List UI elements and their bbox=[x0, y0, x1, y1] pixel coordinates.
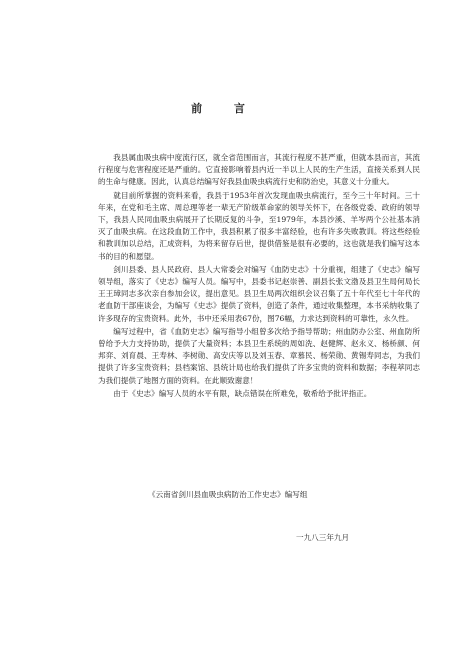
publication-date: 一九八三年九月 bbox=[296, 533, 350, 542]
paragraph-1: 我县属血吸虫病中度流行区，就全省范围而言，其流行程度不甚严重，但就本县而言，其流行程度与危害程度还是严重的。它直接影响着县内近一半以上人民的生产生活，直接关系到人民的生命与健康。因此，认真总结编写好我县血吸虫病流行史和防治史，其意义十分重大。 bbox=[98, 153, 420, 187]
paragraph-5: 由于《史志》编写人员的水平有限，缺点错误在所难免，敬希给予批评指正。 bbox=[113, 388, 372, 398]
preface-body bbox=[98, 152, 420, 401]
editorial-group: 《云南省剑川县血吸虫病防治工作史志》编写组 bbox=[148, 490, 308, 499]
paragraph-2: 就目前所掌握的资料来看，我县于1953年首次发现血吸虫病流行，至今三十年时间。三十年来，在党和毛主席、周总理等老一辈无产阶级革命家的领导关怀下，在各级党委、政府的领导下，我县人民同血吸虫病展开了长期反复的斗争，至1979年，本县沙溪、羊岑两个公社基本消灭了血吸虫病。在这段血防工作中，我县积累了很多丰富经验，也有许多失败教训。将这些经验和教训加以总结，汇成资料，为将来留存后世，提供借鉴是很有必要的，这也就是我们编写这本书的目的和愿望。 bbox=[98, 190, 420, 261]
paragraph-3: 剑川县委、县人民政府、县人大常委会对编写《血防史志》十分重视，组建了《史志》编写领导组，落实了《史志》编写人员。编写中，县委书记赵崇善、副县长张文渤及县卫生局何局长王王璋同志多次亲自参加会议，提出意见。县卫生局两次组织会议召集了五十年代至七十年代的老血防干部座谈会，为编写《史志》提供了资料，创造了条件，通过收集整理，本书采纳收集了许多现存的宝贵资料。此外，书中还采用表67份，图76幅，力求达到资料的可靠性，永久性。 bbox=[98, 264, 420, 323]
page-title: 前 言 bbox=[191, 102, 259, 115]
paragraph-4: 编写过程中，省《血防史志》编写指导小组曾多次给予指导帮助；州血防办公室、州血防所曾给予大力支持协助，提供了大量资料；本县卫生系统的周如洗、赵健辉、赵永义、杨桥颜、何邦弈、刘育晨、王寿林、李树勋、高安庆等以及刘玉春、章慕民、杨荣勋、黄锡寿同志，为我们提供了许多宝贵资料；县档案馆、县统计局也给我们提供了许多宝贵的资料和数据；李程萃同志为我们提供了地图方面的资料。在此顺致谢意！ bbox=[98, 326, 420, 385]
